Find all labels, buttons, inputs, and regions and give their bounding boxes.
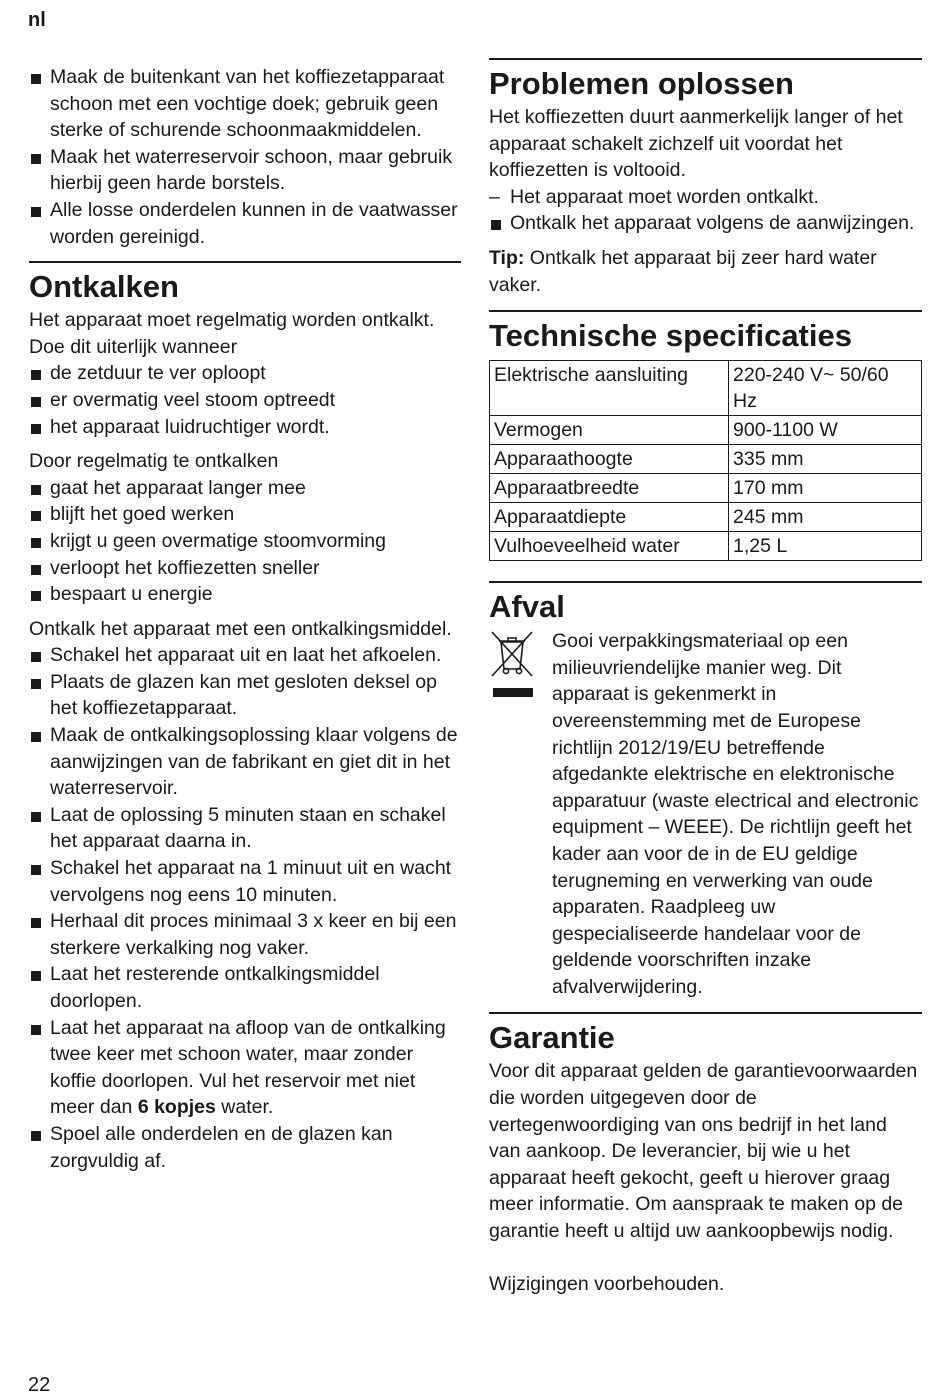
list-item: Plaats de glazen kan met gesloten deksel op het koffiezetapparaat. — [29, 669, 461, 722]
paragraph: Het apparaat moet regelmatig worden ontkalkt. Doe dit uiterlijk wanneer — [29, 309, 435, 358]
list-item: bespaart u energie — [29, 581, 461, 608]
afval-text: Gooi verpakkingsmateriaal op een milieuvriendelijke manier weg. Dit apparaat is gekenmerkt in overeenstemming met de Europese richtlijn 2012/19/EU betreffende afgedankte elektrische en elektronische apparatuur (waste electrical and electronic equipment – WEEE). De richtlijn geeft het kader aan voor de in de EU geldige terugneming en verwerking van oude apparaten. Raadpleeg uw gespecialiseerde handelaar voor de geldende voorschriften inzake afvalverwijdering. — [552, 630, 919, 998]
left-column — [29, 64, 461, 1174]
spec-value: 170 mm — [729, 474, 922, 503]
cause-item — [489, 184, 922, 211]
list-item: het apparaat luidruchtiger wordt. — [29, 414, 461, 441]
problem-list — [489, 184, 922, 237]
list-item: Alle losse onderdelen kunnen in de vaatwasser worden gereinigd. — [29, 197, 461, 250]
list-item: Laat de oplossing 5 minuten staan en schakel het apparaat daarna in. — [29, 802, 461, 855]
cause-text: Het apparaat moet worden ontkalkt. — [510, 185, 819, 208]
list-item: er overmatig veel stoom optreedt — [29, 387, 461, 414]
list-item: Maak het waterreservoir schoon, maar gebruik hierbij geen harde borstels. — [29, 144, 461, 197]
list-item: Schakel het apparaat na 1 minuut uit en wacht vervolgens nog eens 10 minuten. — [29, 855, 461, 908]
section-title-problemen: Problemen oplossen — [489, 58, 922, 102]
section-title-ontkalken: Ontkalken — [29, 261, 461, 305]
paragraph: Ontkalk het apparaat met een ontkalkingsmiddel. — [29, 617, 452, 640]
list-item: krijgt u geen overmatige stoomvorming — [29, 528, 461, 555]
list-item: Herhaal dit proces minimaal 3 x keer en bij een sterkere verkalking nog vaker. — [29, 908, 461, 961]
spec-value: 245 mm — [729, 503, 922, 532]
table-row — [490, 503, 922, 532]
list-item: Schakel het apparaat uit en laat het afkoelen. — [29, 642, 461, 669]
paragraph: Door regelmatig te ontkalken — [29, 450, 279, 473]
list-item: Maak de ontkalkingsoplossing klaar volgens de aanwijzingen van de fabrikant en giet dit in het waterreservoir. — [29, 722, 461, 802]
table-row — [490, 445, 922, 474]
spec-value: 335 mm — [729, 445, 922, 474]
specs-table — [489, 360, 922, 561]
spec-value: 220-240 V~ 50/60 Hz — [729, 361, 922, 416]
garantie-text: Voor dit apparaat gelden de garantievoorwaarden die worden uitgegeven door de vertegenwoordiging van ons bedrijf in het land van aankoop. De leverancier, bij wie u het apparaat heeft gekocht, geeft u hierover graag meer informatie. Om aanspraak te maken op de garantie heeft u altijd uw aankoopbewijs nodig. — [489, 1060, 918, 1243]
list-item — [29, 1015, 461, 1121]
spec-label: Vermogen — [490, 416, 729, 445]
list-item: de zetduur te ver oploopt — [29, 360, 461, 387]
list-item: gaat het apparaat langer mee — [29, 475, 461, 502]
section-title-afval: Afval — [489, 581, 922, 625]
step-text: water. — [215, 1096, 274, 1119]
disclaimer-note: Wijzigingen voorbehouden. — [489, 1272, 725, 1295]
cleaning-list — [29, 64, 461, 250]
table-row — [490, 474, 922, 503]
solution-item: Ontkalk het apparaat volgens de aanwijzingen. — [489, 210, 922, 237]
list-item: blijft het goed werken — [29, 501, 461, 528]
step-text: Laat het apparaat na afloop van de ontkalking twee keer met schoon water, maar zonder koffie doorlopen. Vul het reservoir met niet meer dan — [50, 1016, 446, 1119]
list-item: Maak de buitenkant van het koffiezetapparaat schoon met een vochtige doek; gebruik geen sterke of schurende schoonmaakmiddelen. — [29, 64, 461, 144]
spec-label: Elektrische aansluiting — [490, 361, 729, 416]
tip-text: Ontkalk het apparaat bij zeer hard water vaker. — [489, 246, 877, 296]
dash-marker: – — [489, 185, 500, 208]
weee-block — [489, 628, 922, 1000]
list-item: verloopt het koffiezetten sneller — [29, 555, 461, 582]
spec-value: 1,25 L — [729, 532, 922, 561]
tip-paragraph — [489, 245, 922, 298]
table-row — [490, 416, 922, 445]
spec-label: Apparaathoogte — [490, 445, 729, 474]
descale-steps-list — [29, 642, 461, 1174]
descale-when-list — [29, 360, 461, 440]
spec-label: Apparaatbreedte — [490, 474, 729, 503]
spec-label: Apparaatdiepte — [490, 503, 729, 532]
list-item: Spoel alle onderdelen en de glazen kan zorgvuldig af. — [29, 1121, 461, 1174]
weee-crossed-bin-icon — [489, 628, 552, 1000]
right-column — [489, 58, 922, 1297]
descale-benefits-list — [29, 475, 461, 608]
bold-cups: 6 kopjes — [137, 1096, 216, 1119]
table-row — [490, 361, 922, 416]
tip-label: Tip: — [489, 246, 525, 269]
list-item: Laat het resterende ontkalkingsmiddel doorlopen. — [29, 961, 461, 1014]
spec-value: 900-1100 W — [729, 416, 922, 445]
paragraph: Het koffiezetten duurt aanmerkelijk langer of het apparaat schakelt zichzelf uit voordat het koffiezetten is voltooid. — [489, 106, 903, 182]
section-title-specificaties: Technische specificaties — [489, 310, 922, 354]
table-row — [490, 532, 922, 561]
language-code: nl — [28, 9, 46, 31]
section-title-garantie: Garantie — [489, 1012, 922, 1056]
page-number: 22 — [28, 1374, 51, 1396]
spec-label: Vulhoeveelheid water — [490, 532, 729, 561]
